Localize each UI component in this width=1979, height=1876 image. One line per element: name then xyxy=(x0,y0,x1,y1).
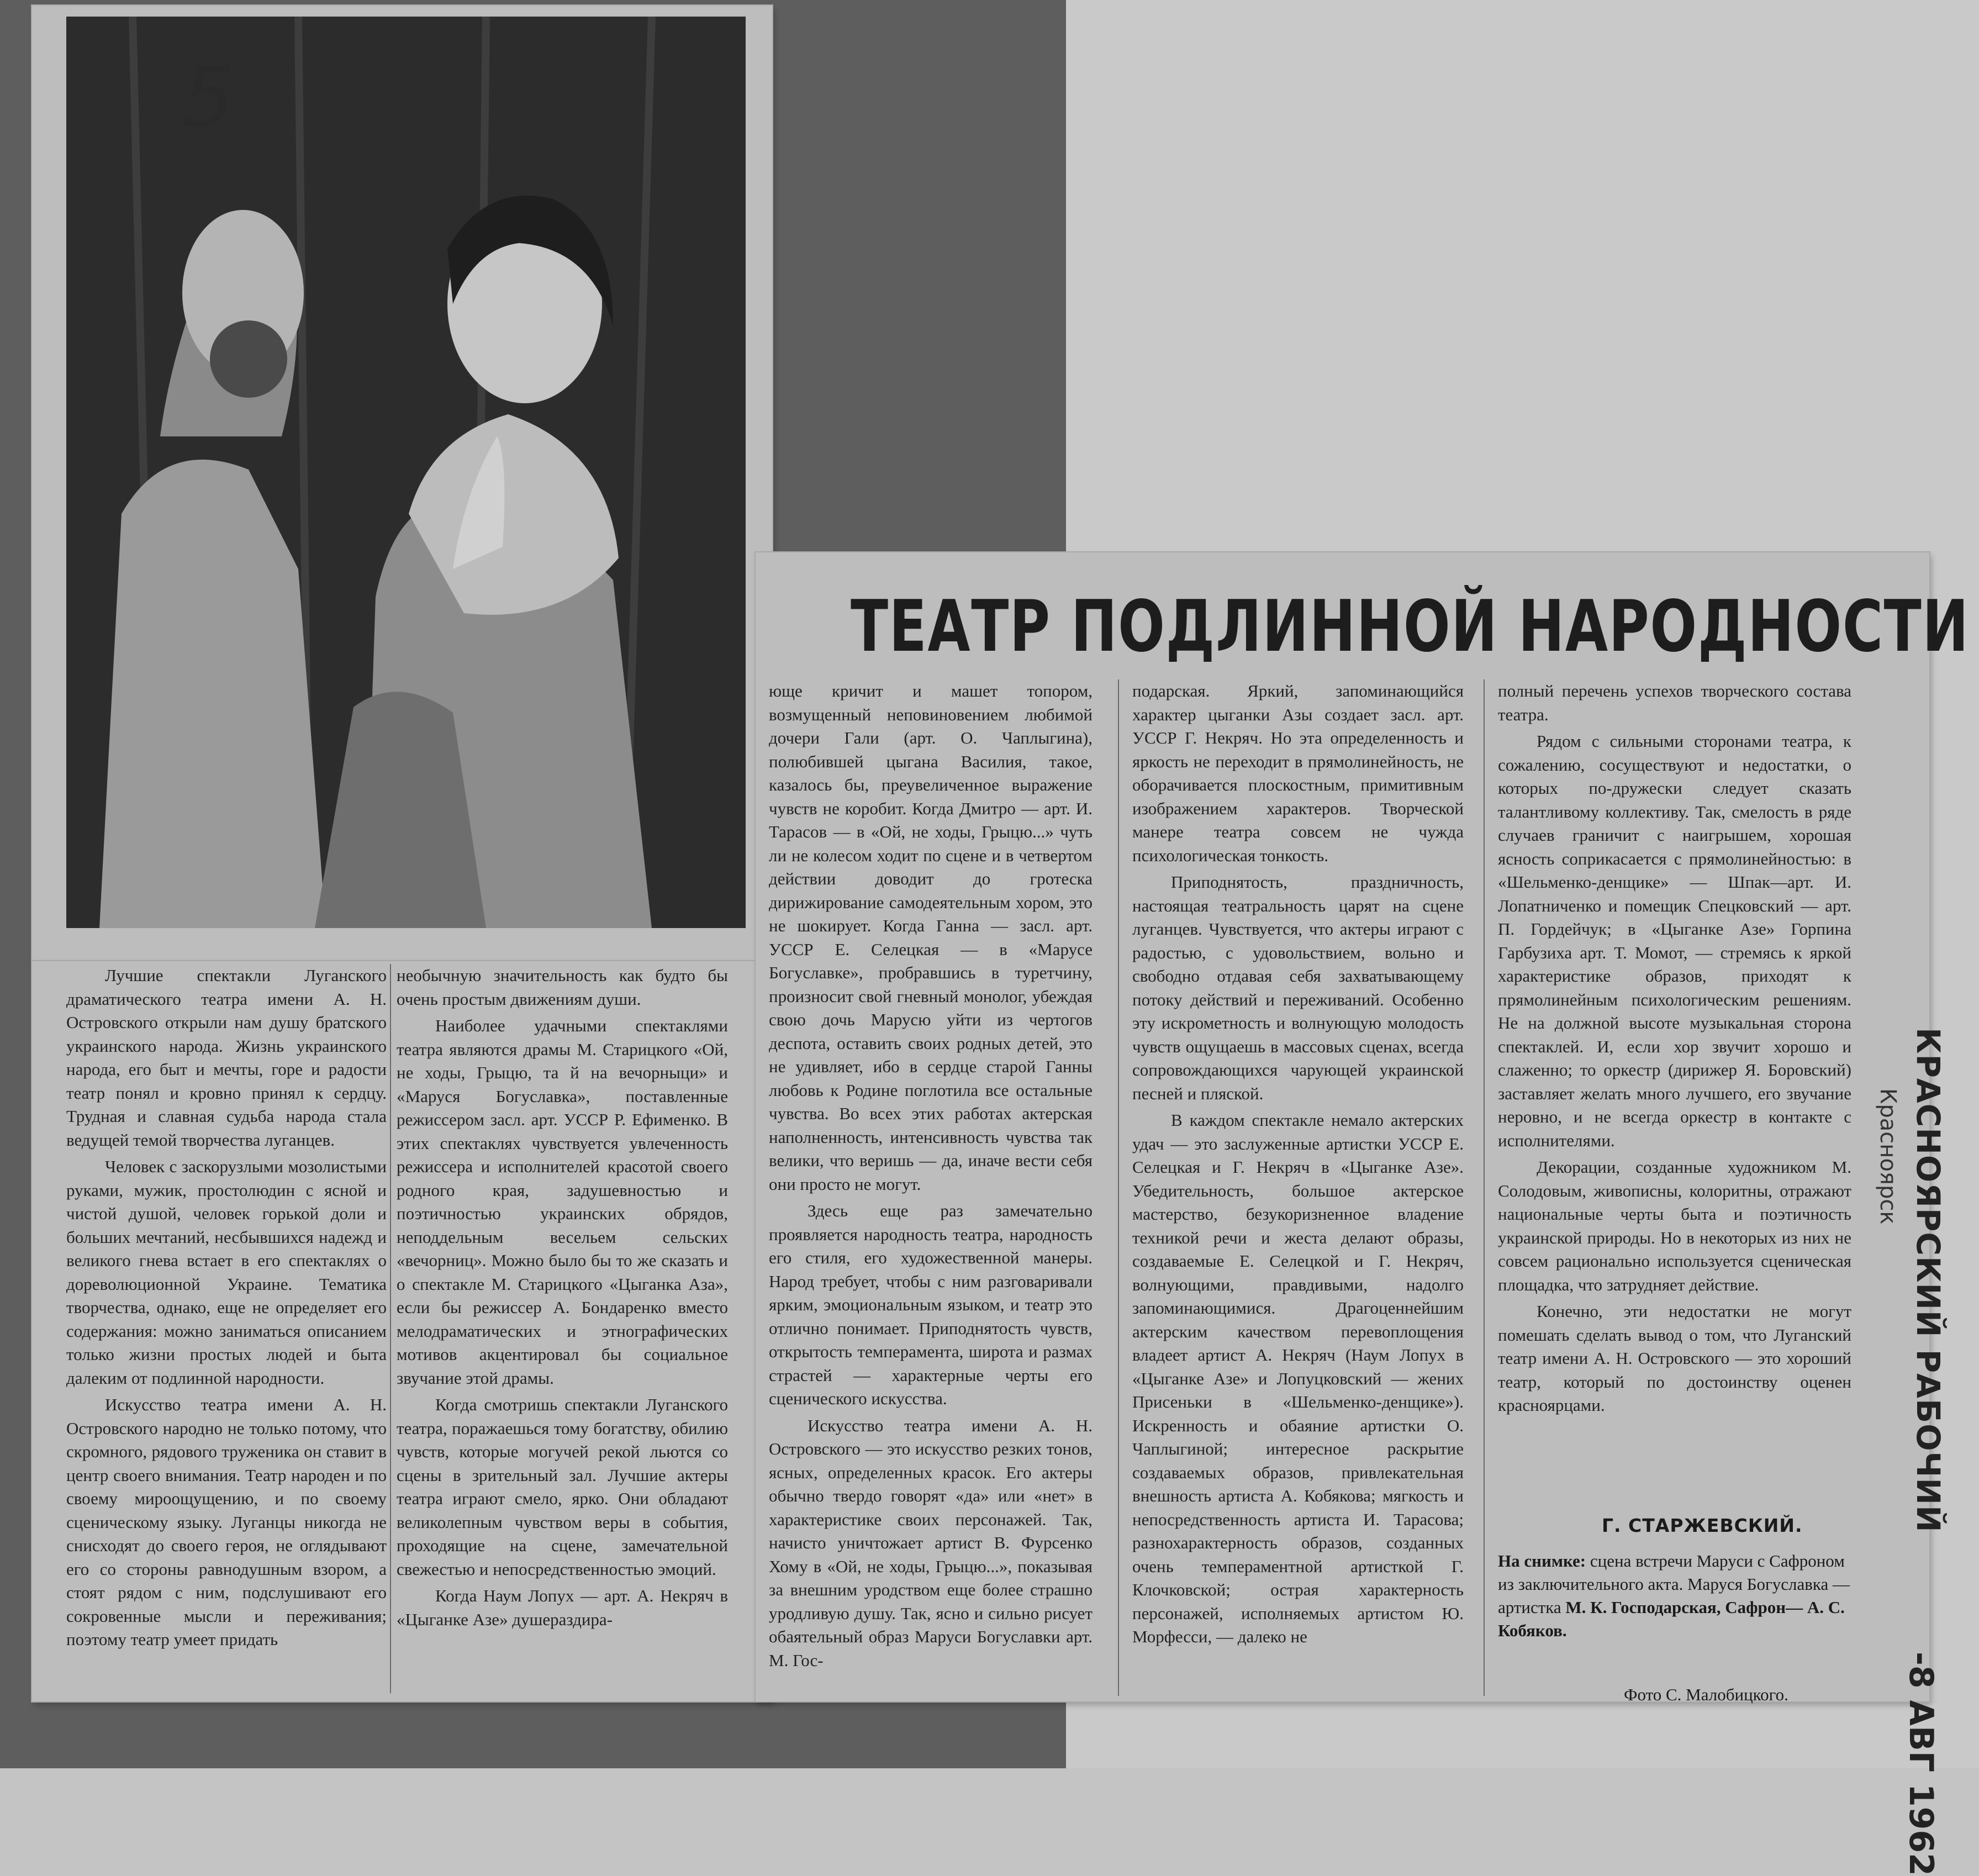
paragraph: юще кричит и машет топором, возмущенный неповиновением любимой дочери Гали (арт. О. Чаплыгина), полюбившей цыгана Василия, такое, казалось бы, преувеличенное выражение чувств не коробит. Когда Дмитро — арт. И. Тарасов — в «Ой, не ходы, Грыцю...» чуть ли не колесом ходит по сцене и в четвертом действии доводит до гротеска дирижирование самодеятельным хором, это не шокирует. Когда Ганна — засл. арт. УССР Е. Селецкая — в «Марусе Богуславке», пробравшись в туретчину, произносит свой гневный монолог, убеждая свою дочь Марусю уйти из чертогов деспота, оставить своих родных детей, это не удивляет, ибо в сердце старой Ганны любовь к Родине поглотила все остальные чувства. Во всех этих работах актерская наполненность, интенсивность чувства так велики, что веришь — да, иначе вести себя они просто не могут. xyxy=(769,681,1093,1194)
caption-cast: М. К. Господарская, Сафрон— А. С. Кобяков. xyxy=(1498,1598,1845,1640)
author-signature: Г. СТАРЖЕВСКИЙ. xyxy=(1602,1515,1803,1536)
column-divider xyxy=(390,964,391,1693)
paragraph: Искусство театра имени А. Н. Островского народно не только потому, что скромного, рядового труженика он ставит в центр своего внимания. Театр народен и по своему мироощущению, и по своему сценическому языку. Луганцы никогда не снисходят до своего героя, не оглядывают его со стороны равнодушным взором, а стоят рядом с ним, подслушивают его сокровенные мысли и переживания; поэтому театр умеет придать xyxy=(66,1395,387,1649)
paragraph: Когда Наум Лопух — арт. А. Некряч в «Цыганке Азе» душераздира- xyxy=(397,1586,728,1629)
paragraph: необычную значительность как будто бы очень простым движениям души. xyxy=(397,966,728,1009)
paragraph: полный перечень успехов творческого состава театра. xyxy=(1498,681,1851,724)
caption-lead: На снимке: xyxy=(1498,1551,1586,1571)
paragraph: Наиболее удачными спектаклями театра являются драмы М. Старицкого «Ой, не ходы, Грыцю, та й на вечорныци» и «Маруся Богуславка», поставленные режиссером засл. арт. УССР Р. Ефименко. В этих спектаклях чувствуется увлеченность режиссера и исполнителей красотой своего родного края, задушевностью и поэтичностью украинских обрядов, неподдельным весельем сельских «вечорниц». Можно было бы то же сказать и о спектакле М. Старицкого «Цыганка Аза», если бы режиссер А. Бондаренко вместо мелодраматических и этнографических мотивов акцентировал бы социальное звучание этой драмы. xyxy=(397,1016,728,1388)
stamp-date: -8 АВГ 1962 xyxy=(1902,1652,1940,1876)
paragraph: Декорации, созданные художником М. Солодовым, живописны, колоритны, отражают национальные черты быта и поэтичность украинской природы. Но в некоторых из них не совсем рационально используется сценическая площадка, что затрудняет действие. xyxy=(1498,1157,1851,1294)
paragraph: Приподнятость, праздничность, настоящая театральность царят на сцене луганцев. Чувствуется, что актеры играют с радостью, с удовольствием, вольно и свободно отдавая себя захватывающему потоку действий и переживаний. Особенно эту искрометность и волнующую молодость чувств ощущаешь в массовых сценах, всегда сопровождающихся чарующей украинской песней и пляской. xyxy=(1132,872,1464,1103)
stamp-paper-name: КРАСНОЯРСКИЙ РАБОЧИЙ xyxy=(1909,1027,1947,1533)
handwritten-number-marking: 5 xyxy=(182,50,235,146)
paragraph: подарская. Яркий, запоминающийся характер цыганки Азы создает засл. арт. УССР Г. Некряч. Но эта определенность и яркость не переходит в прямолинейность, не оборачивается плоскостным, примитивным изображением характеров. Творческой манере театра совсем не чужда психологическая тонкость. xyxy=(1132,681,1464,865)
article-column-4 xyxy=(1132,679,1464,1712)
paragraph: Здесь еще раз замечательно проявляется народность театра, народность его стиля, его художественной манеры. Народ требует, чтобы с ним разговаривали ярким, эмоциональным языком, и театр это отлично понимает. Приподнятость чувств, открытость темперамента, широта и размах страстей — характерные черты его сценического искусства. xyxy=(769,1201,1093,1408)
article-column-1 xyxy=(66,964,387,1710)
paragraph: Искусство театра имени А. Н. Островского — это искусство резких тонов, ясных, определенных красок. Его актеры обычно твердо говорят «да» или «нет» в характеристике своих персонажей. Так, начисто уничтожает артист В. Фурсенко Хому в «Ой, не ходы, Грыцю...», показывая за внешним уродством еще более страшно уродливую душу. Так, ясно и сильно рисует обаятельный образ Маруси Богуславки арт. М. Гос- xyxy=(769,1415,1093,1670)
paragraph: Когда смотришь спектакли Луганского театра, поражаешься тому богатству, обилию чувств, которые могучей рекой льются со сцены в зрительный зал. Лучшие актеры театра играют смело, ярко. Они обладают великолепным чувством веры в события, проходящие на сцене, замечательной свежестью и непосредственностью эмоций. xyxy=(397,1395,728,1579)
column-divider xyxy=(1484,679,1485,1696)
paragraph: Рядом с сильными сторонами театра, к сожалению, сосуществуют и недостатки, о которых по-дружески следует сказать талантливому коллективу. Так, смелость в ряде случаев граничит с наигрышем, хорошая ясность соприкасается с прямолинейностью: в «Шельменко-денщике» — Шпак—арт. И. Лопатниченко и помещик Спецковский — арт. П. Гордейчук; в «Цыганке Азе» Горпина Гарбузиха арт. Т. Момот, — стремясь к яркой характеристике образов, приходят к прямолинейным психологическим решениям. Не на должной высоте музыкальная сторона спектаклей. И, если хор звучит хорошо и слаженно; то оркестр (дирижер Я. Боровский) заставляет желать много лучшего, его звучание неровно, и не всегда оркестр в контакте с исполнителями. xyxy=(1498,731,1851,1150)
photo-illustration xyxy=(66,17,746,928)
caption-text: сцена встречи Маруси с Сафроном из заключительного акта. Маруся Богуславка — артистка xyxy=(1498,1551,1850,1617)
stamp-city: Красноярск xyxy=(1875,1088,1901,1225)
article-headline: ТЕАТР ПОДЛИННОЙ НАРОДНОСТИ xyxy=(851,586,1970,668)
article-column-2 xyxy=(397,964,728,1710)
column-divider xyxy=(1118,679,1119,1696)
photo-credit: Фото С. Малобицкого. xyxy=(1624,1685,1788,1704)
paragraph: В каждом спектакле немало актерских удач — это заслуженные артистки УССР Е. Селецкая и Г. Некряч в «Цыганке Азе». Убедительность, большое актерское мастерство, безукоризненное владение техникой речи и жеста делают образы, создаваемые Е. Селецкой и Г. Некряч, волнующими, правдивыми, надолго запоминающимися. Драгоценнейшим актерским качеством перевоплощения владеет артист А. Некряч (Наум Лопух в «Цыганке Азе» и Лопуцковский — жених Присеньки в «Шельменко-денщике»). Искренность и обаяние артистки О. Чаплыгиной; интересное раскрытие создаваемых образов, привлекательная внешность артиста А. Кобякова; мягкость и непосредственность артиста И. Тарасова; разнохарактерность образов, созданных очень темпераментной артисткой Г. Клочковской; острая характерность персонажей, исполняемых артистом Ю. Морфесси, — далеко не xyxy=(1132,1110,1464,1646)
theatre-scene-photo xyxy=(66,17,746,928)
photo-caption xyxy=(1498,1550,1851,1642)
article-column-3 xyxy=(769,679,1093,1712)
paragraph: Лучшие спектакли Луганского драматического театра имени А. Н. Островского открыли нам душу братского украинского народа. Жизнь украинского народа, его быт и мечты, горе и радости театр понял и кровно принял к сердцу. Трудная и славная судьба народа стала ведущей темой творчества луганцев. xyxy=(66,966,387,1150)
newspaper-stamp xyxy=(1875,1027,1958,1876)
paragraph: Конечно, эти недостатки не могут помешать сделать вывод о том, что Луганский театр имени А. Н. Островского — это хороший театр, который по достоинству оценен красноярцами. xyxy=(1498,1301,1851,1415)
paragraph: Человек с заскорузлыми мозолистыми руками, мужик, простолюдин с ясной и чистой душой, человек горькой доли и больших мечтаний, несбывшихся надежд и великого гнева встает в его спектаклях о дореволюционной Украине. Тематика творчества, однако, еще не определяет его содержания: можно заниматься описанием только жизни простых людей и быта далеким от подлинной народности. xyxy=(66,1157,387,1388)
